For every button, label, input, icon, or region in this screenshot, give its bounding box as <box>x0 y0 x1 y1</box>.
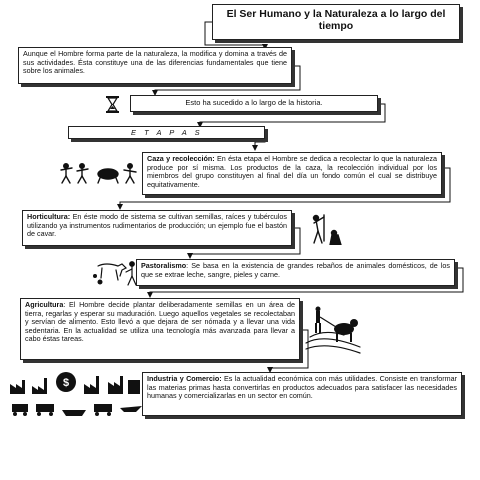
stage-caza-name: Caza y recolección: <box>147 154 215 163</box>
stage-horticultura-text: En éste modo de sistema se cultivan semillas, raíces y tubérculos utilizando ya instrumentos rudimentarios de producción; un ejemplo fue el bastón de cavar. <box>27 212 287 239</box>
stage-pastoralismo-name: Pastoralismo <box>141 261 187 270</box>
stage-agricultura-box <box>20 298 300 360</box>
page-title <box>212 4 460 40</box>
stage-industria-name: Industria y Comercio: <box>147 374 222 383</box>
intro-box <box>18 47 292 84</box>
etapas-box <box>68 126 265 139</box>
stage-pastoralismo-box <box>136 259 455 286</box>
stage-industria-text: Es la actualidad económica con más utilidades. Consiste en transformar las materias primas hasta convertirlas en productos adecuados para satisfacer las necesidades humanas y comercializarlas en un sector en común. <box>147 374 457 401</box>
plowing-oxen-icon <box>304 303 362 357</box>
stage-industria-box <box>142 372 462 416</box>
stage-agricultura-text: : El Hombre decide plantar deliberadamente semillas en un área de tierra, regarlas y esperar su maduración. Luego aquellos vegetales se recolectaban y servían de alimento. Esto llevó a que dejara de ser nómada y a llevar una vida sedentaria. En la actualidad se utiliza una tecnología más avanzada para llevar a cabo éstas tareas. <box>25 300 295 344</box>
industry-commerce-icon <box>8 370 144 420</box>
herding-icon <box>92 258 138 286</box>
stage-caza-text: En ésta etapa el Hombre se dedica a recolectar lo que la naturaleza produce por sí misma. Los productos de la caza, la recolección individual por los miembros del grupo constituyen al final del día un fondo común el cual se distribuye equitativamente. <box>147 154 437 189</box>
stage-caza-box <box>142 152 442 195</box>
page-title-text: El Ser Humano y la Naturaleza a lo largo del tiempo <box>226 8 446 32</box>
stage-agricultura-name: Agricultura <box>25 300 64 309</box>
stage-pastoralismo-text: : Se basa en la existencia de grandes rebaños de animales domésticos, de los que se extrae leche, sangre, pieles y carne. <box>141 261 450 279</box>
stage-horticultura-box <box>22 210 292 246</box>
history-note-box <box>130 95 378 112</box>
etapas-label: E T A P A S <box>131 128 203 137</box>
stage-horticultura-name: Horticultura: <box>27 212 71 221</box>
dollar-symbol: $ <box>62 377 70 389</box>
hourglass-icon <box>106 96 119 113</box>
digging-farmer-icon <box>308 213 344 245</box>
intro-text: Aunque el Hombre forma parte de la naturaleza, la modifica y domina a través de sus actividades. Ésta constituye una de las diferencias fundamentales que tiene sobre los animales. <box>23 49 287 76</box>
hunters-icon <box>60 162 140 184</box>
history-note-text: Esto ha sucedido a lo largo de la historia. <box>185 98 323 107</box>
